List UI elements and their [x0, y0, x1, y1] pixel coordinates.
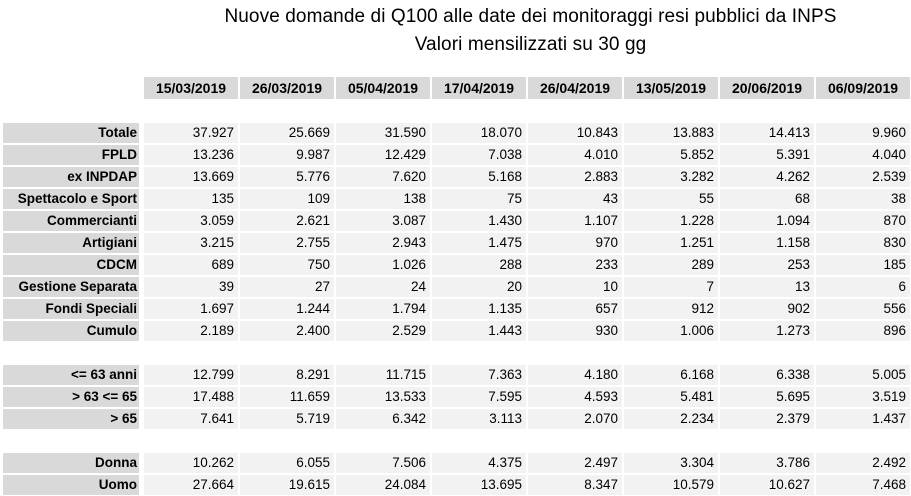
table-cell: 10: [528, 277, 622, 297]
table-cell: 39: [144, 277, 238, 297]
table-cell: 1.794: [336, 299, 430, 319]
table-cell: 1.244: [240, 299, 334, 319]
table-cell: 43: [528, 189, 622, 209]
table-cell: 689: [144, 255, 238, 275]
table-cell: 6.342: [336, 409, 430, 429]
table-cell: 2.379: [720, 409, 814, 429]
table-cell: 17.488: [144, 387, 238, 407]
table-cell: 6.338: [720, 365, 814, 385]
table-cell: 10.627: [720, 475, 814, 495]
table-cell: 3.059: [144, 211, 238, 231]
table-cell: 5.695: [720, 387, 814, 407]
table-cell: 289: [624, 255, 718, 275]
table-cell: 1.443: [432, 321, 526, 341]
table-cell: 27.664: [144, 475, 238, 495]
table-cell: 7.506: [336, 453, 430, 473]
table-cell: 4.010: [528, 145, 622, 165]
table-cell: 912: [624, 299, 718, 319]
row-label: > 65: [3, 409, 139, 429]
table-cell: 4.262: [720, 167, 814, 187]
table-cell: 37.927: [144, 123, 238, 143]
table-cell: 5.168: [432, 167, 526, 187]
table-cell: 18.070: [432, 123, 526, 143]
table-cell: 896: [816, 321, 910, 341]
table-cell: 1.026: [336, 255, 430, 275]
table-cell: 14.413: [720, 123, 814, 143]
column-header-date: 05/04/2019: [336, 77, 430, 99]
table-cell: 5.481: [624, 387, 718, 407]
table-cell: 1.135: [432, 299, 526, 319]
table-cell: 138: [336, 189, 430, 209]
table-cell: 1.475: [432, 233, 526, 253]
row-label: Uomo: [3, 475, 139, 495]
table-cell: 27: [240, 277, 334, 297]
table-cell: 1.094: [720, 211, 814, 231]
table-cell: 9.987: [240, 145, 334, 165]
table-cell: 3.519: [816, 387, 910, 407]
table-cell: 11.715: [336, 365, 430, 385]
row-label: Cumulo: [3, 321, 139, 341]
row-label: ex INPDAP: [3, 167, 139, 187]
table-cell: 5.776: [240, 167, 334, 187]
table-cell: 11.659: [240, 387, 334, 407]
table-cell: 2.234: [624, 409, 718, 429]
table-subtitle: Valori mensilizzati su 30 gg: [414, 34, 647, 55]
table-cell: 7.363: [432, 365, 526, 385]
table-cell: 135: [144, 189, 238, 209]
table-cell: 288: [432, 255, 526, 275]
table-cell: 1.251: [624, 233, 718, 253]
table-cell: 2.621: [240, 211, 334, 231]
table-cell: 3.282: [624, 167, 718, 187]
table-cell: 2.883: [528, 167, 622, 187]
table-cell: 55: [624, 189, 718, 209]
table-cell: 185: [816, 255, 910, 275]
table-cell: 2.497: [528, 453, 622, 473]
table-cell: 1.006: [624, 321, 718, 341]
table-cell: 2.070: [528, 409, 622, 429]
row-label: Donna: [3, 453, 139, 473]
table-cell: 2.492: [816, 453, 910, 473]
table-cell: 3.215: [144, 233, 238, 253]
table-cell: 9.960: [816, 123, 910, 143]
table-cell: 13.695: [432, 475, 526, 495]
table-cell: 31.590: [336, 123, 430, 143]
column-header-date: 26/04/2019: [528, 77, 622, 99]
table-cell: 1.430: [432, 211, 526, 231]
row-label: Spettacolo e Sport: [3, 189, 139, 209]
table-cell: 7.641: [144, 409, 238, 429]
table-cell: 1.697: [144, 299, 238, 319]
table-cell: 38: [816, 189, 910, 209]
table-cell: 12.429: [336, 145, 430, 165]
table-cell: 556: [816, 299, 910, 319]
table-cell: 13.669: [144, 167, 238, 187]
row-label: Commercianti: [3, 211, 139, 231]
table-cell: 7.038: [432, 145, 526, 165]
table-cell: 930: [528, 321, 622, 341]
table-cell: 6.168: [624, 365, 718, 385]
table-cell: 2.189: [144, 321, 238, 341]
column-header-date: 26/03/2019: [240, 77, 334, 99]
table-cell: 3.113: [432, 409, 526, 429]
table-cell: 1.158: [720, 233, 814, 253]
table-cell: 6: [816, 277, 910, 297]
table-cell: 20: [432, 277, 526, 297]
table-cell: 2.539: [816, 167, 910, 187]
table-cell: 7.595: [432, 387, 526, 407]
table-cell: 7.468: [816, 475, 910, 495]
table-cell: 10.579: [624, 475, 718, 495]
table-cell: 8.291: [240, 365, 334, 385]
table-cell: 1.437: [816, 409, 910, 429]
table-cell: 870: [816, 211, 910, 231]
table-cell: 10.262: [144, 453, 238, 473]
column-header-date: 13/05/2019: [624, 77, 718, 99]
table-cell: 75: [432, 189, 526, 209]
table-cell: 233: [528, 255, 622, 275]
table-cell: 4.375: [432, 453, 526, 473]
table-cell: 3.304: [624, 453, 718, 473]
row-label: Fondi Speciali: [3, 299, 139, 319]
row-label: Artigiani: [3, 233, 139, 253]
table-cell: 13.236: [144, 145, 238, 165]
table-cell: 1.273: [720, 321, 814, 341]
table-cell: 5.005: [816, 365, 910, 385]
table-cell: 970: [528, 233, 622, 253]
table-cell: 4.180: [528, 365, 622, 385]
row-label: Gestione Separata: [3, 277, 139, 297]
column-header-date: 17/04/2019: [432, 77, 526, 99]
table-cell: 1.228: [624, 211, 718, 231]
table-cell: 2.529: [336, 321, 430, 341]
column-header-date: 06/09/2019: [816, 77, 910, 99]
column-header-date: 15/03/2019: [144, 77, 238, 99]
table-cell: 4.040: [816, 145, 910, 165]
table-cell: 109: [240, 189, 334, 209]
table-cell: 5.719: [240, 409, 334, 429]
table-cell: 2.943: [336, 233, 430, 253]
table-cell: 12.799: [144, 365, 238, 385]
table-cell: 5.852: [624, 145, 718, 165]
table-cell: 3.087: [336, 211, 430, 231]
table-cell: 8.347: [528, 475, 622, 495]
table-cell: 13: [720, 277, 814, 297]
table-cell: 24: [336, 277, 430, 297]
table-cell: 830: [816, 233, 910, 253]
table-cell: 13.883: [624, 123, 718, 143]
table-cell: 13.533: [336, 387, 430, 407]
table-cell: 657: [528, 299, 622, 319]
table-cell: 1.107: [528, 211, 622, 231]
row-label: CDCM: [3, 255, 139, 275]
table-cell: 2.400: [240, 321, 334, 341]
table-cell: 5.391: [720, 145, 814, 165]
row-label: <= 63 anni: [3, 365, 139, 385]
column-header-date: 20/06/2019: [720, 77, 814, 99]
table-cell: 253: [720, 255, 814, 275]
table-cell: 2.755: [240, 233, 334, 253]
table-cell: 68: [720, 189, 814, 209]
table-cell: 7.620: [336, 167, 430, 187]
row-label: > 63 <= 65: [3, 387, 139, 407]
table-cell: 6.055: [240, 453, 334, 473]
table-cell: 7: [624, 277, 718, 297]
table-cell: 750: [240, 255, 334, 275]
table-title: Nuove domande di Q100 alle date dei monitoraggi resi pubblici da INPS: [224, 6, 837, 27]
table-cell: 25.669: [240, 123, 334, 143]
row-label: Totale: [3, 123, 139, 143]
table-cell: 3.786: [720, 453, 814, 473]
table-cell: 4.593: [528, 387, 622, 407]
table-cell: 902: [720, 299, 814, 319]
table-cell: 10.843: [528, 123, 622, 143]
row-label: FPLD: [3, 145, 139, 165]
table-cell: 24.084: [336, 475, 430, 495]
table-cell: 19.615: [240, 475, 334, 495]
